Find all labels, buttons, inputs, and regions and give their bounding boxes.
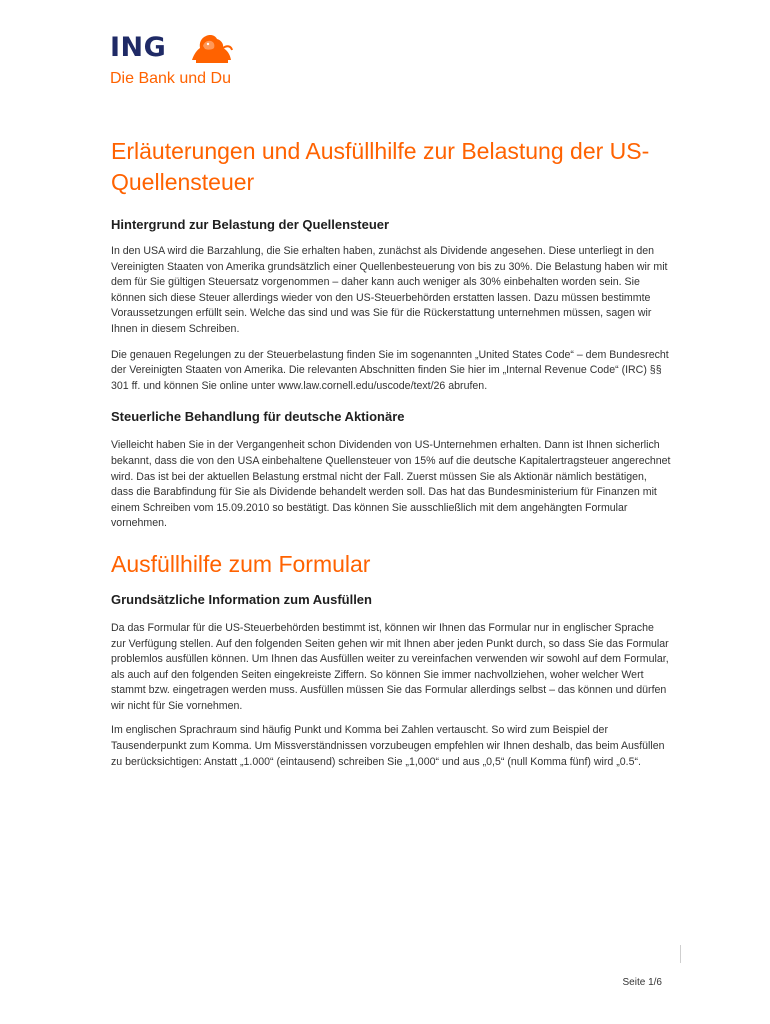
paragraph: In den USA wird die Barzahlung, die Sie erhalten haben, zunächst als Dividende angesehen. Diese unterliegt in den Vereinigten Staaten von Amerika grundsätzlich einer Quellenbesteuerung von bis zu 30%. Die Belastung haben wir mit dem für Sie gültigen Steuersatz vorgenommen – daher kann auch weniger als 30% einbehalten worden sein. Sie können sich diese Steuer allerdings wieder von den US-Steuerbehörden erstatten lassen. Dazu müssen bestimmte Voraussetzungen erfüllt sein. Welche das sind und was Sie für die Rückerstattung unternehmen müssen, sagen wir Ihnen in diesem Schreiben.	[111, 245, 668, 335]
paragraph: Im englischen Sprachraum sind häufig Punkt und Komma bei Zahlen vertauscht. So wird zum Beispiel der Tausenderpunkt zum Komma. Um Missverständnissen vorzubeugen empfehlen wir Ihnen deshalb, das beim Ausfüllen zu berücksichtigen: Anstatt „1.000“ (eintausend) schreiben Sie „1,000“ und aus „0,5“ (null Komma fünf) wird „0.5“.	[111, 724, 665, 768]
logo-wordmark: ING	[110, 32, 167, 63]
page-number: Seite 1/6	[622, 977, 662, 988]
section-heading-form-info: Grundsätzliche Information zum Ausfüllen	[111, 591, 372, 607]
ing-logo	[110, 30, 270, 90]
paragraph: Vielleicht haben Sie in der Vergangenheit schon Dividenden von US-Unternehmen erhalten. Dann ist Ihnen sicherlich bekannt, dass die von den USA einbehaltene Quellensteuer von 15% auf die deutsche Kapitalertragsteuer angerechnet wird. Das ist bei der aktuellen Belastung erstmal nicht der Fall. Zuerst müssen Sie als Aktionär nämlich bestätigen, dass die Barabfindung für Sie als Dividende behandelt werden soll. Das hat das Bundesministerium für Finanzen mit einem Schreiben vom 15.09.2010 so bestätigt. Das können Sie ausschließlich mit dem angehängten Formular vornehmen.	[111, 439, 671, 530]
paragraph: Da das Formular für die US-Steuerbehörden bestimmt ist, können wir Ihnen das Formular nur in englischer Sprache zur Verfügung stellen. Auf den folgenden Seiten gehen wir mit Ihnen aber jeden Punkt durch, so dass Sie das Formular problemlos ausfüllen können. Um Ihnen das Ausfüllen weiter zu vereinfachen verwenden wir sowohl auf dem Formular, als auch auf den folgenden Seiten eingekreiste Ziffern. So können Sie immer nachvollziehen, woher welcher Wert stammt bzw. eingetragen werden muss. Ausfüllen müssen Sie das Formular allerdings selbst – das können und dürfen wir nicht für Sie vornehmen.	[111, 621, 669, 712]
document-content	[111, 136, 671, 770]
section-heading-tax-treatment: Steuerliche Behandlung für deutsche Aktionäre	[111, 409, 405, 425]
section-heading-background: Hintergrund zur Belastung der Quellensteuer	[111, 217, 390, 232]
document-subtitle: Ausfüllhilfe zum Formular	[111, 550, 371, 577]
margin-divider	[680, 945, 681, 963]
lion-icon	[188, 32, 234, 66]
paragraph: Die genauen Regelungen zu der Steuerbelastung finden Sie im sogenannten „United States Code“ – dem Bundesrecht der Vereinigten Staaten von Amerika. Die relevanten Abschnitten finden Sie hier im „Internal Revenue Code“ (IRC) §§ 301 ff. und können Sie online unter www.law.cornell.edu/uscode/text/26 abrufen.	[111, 348, 669, 392]
logo-tagline: Die Bank und Du	[110, 70, 231, 87]
document-title: Erläuterungen und Ausfüllhilfe zur Belastung der US-Quellensteuer	[111, 138, 650, 195]
